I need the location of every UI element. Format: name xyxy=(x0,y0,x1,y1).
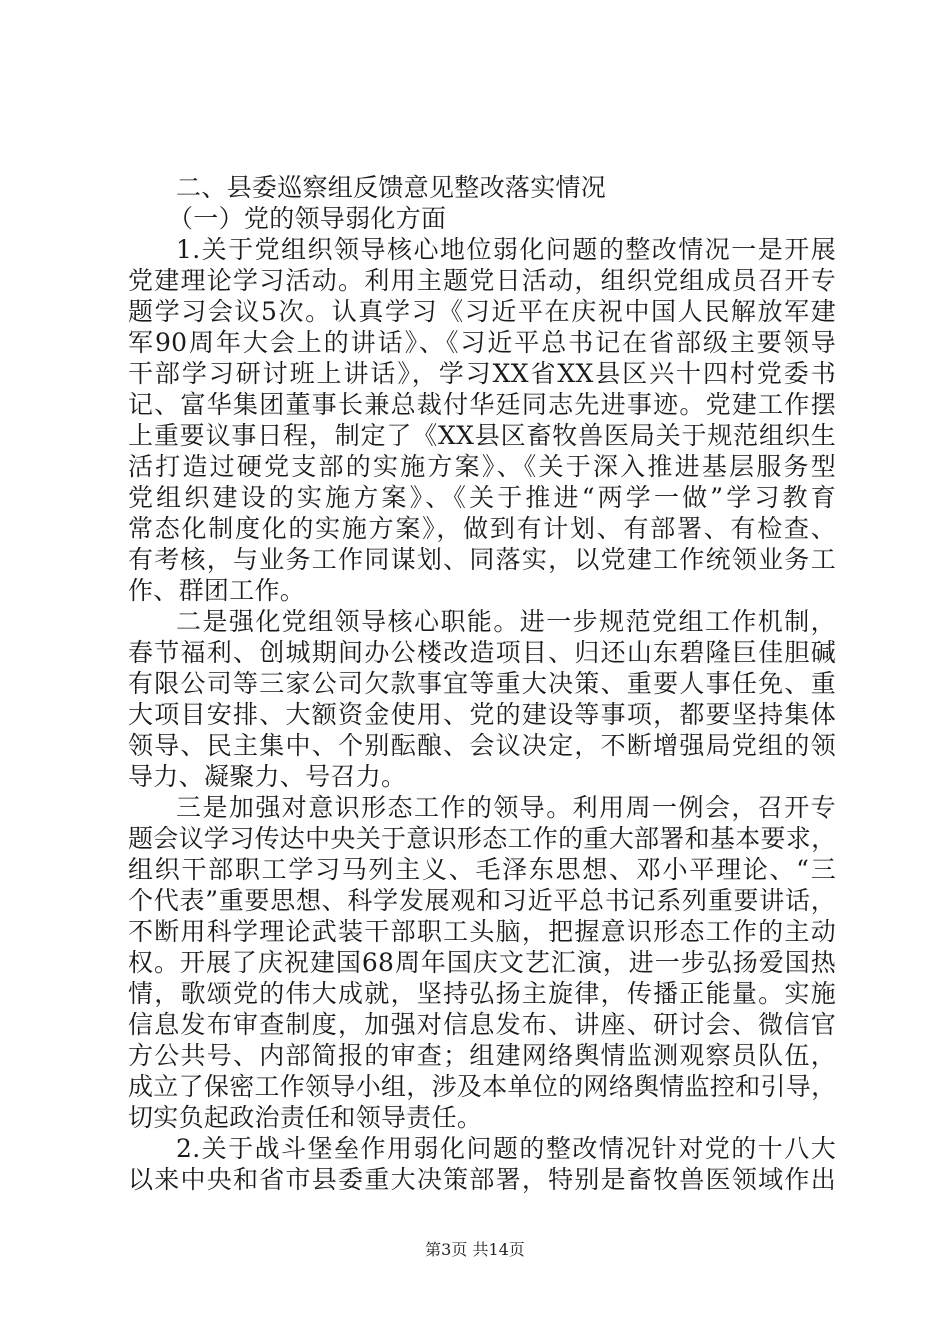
paragraph-line: 有限公司等三家公司欠款事宜等重大决策、重要人事任免、重 xyxy=(128,669,836,698)
subsection-heading: （一）党的领导弱化方面 xyxy=(168,204,447,233)
paragraph-line: 题学习会议5次。认真学习《习近平在庆祝中国人民解放军建 xyxy=(128,297,836,326)
paragraph-line: 常态化制度化的实施方案》，做到有计划、有部署、有检查、 xyxy=(128,514,836,543)
paragraph-line: 不断用科学理论武装干部职工头脑，把握意识形态工作的主动 xyxy=(128,917,836,946)
paragraph-3 xyxy=(128,792,836,1133)
paragraph-line: 导力、凝聚力、号召力。 xyxy=(128,762,407,791)
paragraph-line: 领导、民主集中、个别酝酿、会议决定，不断增强局党组的领 xyxy=(128,731,836,760)
paragraph-line: 组织干部职工学习马列主义、毛泽东思想、邓小平理论、“三 xyxy=(128,855,836,884)
paragraph-line: 记、富华集团董事长兼总裁付华廷同志先进事迹。党建工作摆 xyxy=(128,390,836,419)
page-footer: 第3页 共14页 xyxy=(425,1240,525,1259)
paragraph-line: 军90周年大会上的讲话》、《习近平总书记在省部级主要领导 xyxy=(128,328,836,357)
paragraph-line: 党组织建设的实施方案》、《关于推进“两学一做”学习教育 xyxy=(128,483,836,512)
paragraph-4 xyxy=(128,1133,836,1195)
paragraph-line: 成立了保密工作领导小组，涉及本单位的网络舆情监控和引导， xyxy=(128,1072,836,1101)
document-body xyxy=(128,172,836,1195)
paragraph-line: 作、群团工作。 xyxy=(128,576,306,605)
paragraph-line: 干部学习研讨班上讲话》，学习XX省XX县区兴十四村党委书 xyxy=(128,359,836,388)
paragraph-line: 方公共号、内部简报的审查；组建网络舆情监测观察员队伍， xyxy=(128,1041,836,1070)
paragraph-line: 活打造过硬党支部的实施方案》、《关于深入推进基层服务型 xyxy=(128,452,836,481)
paragraph-2 xyxy=(128,606,836,792)
paragraph-line: 个代表”重要思想、科学发展观和习近平总书记系列重要讲话， xyxy=(128,886,836,915)
paragraph-line: 上重要议事日程，制定了《XX县区畜牧兽医局关于规范组织生 xyxy=(128,421,836,450)
paragraph-line: 题会议学习传达中央关于意识形态工作的重大部署和基本要求， xyxy=(128,824,836,853)
paragraph-line: 信息发布审查制度，加强对信息发布、讲座、研讨会、微信官 xyxy=(128,1010,836,1039)
paragraph-line: 春节福利、创城期间办公楼改造项目、归还山东碧隆巨佳胆碱 xyxy=(128,638,836,667)
paragraph-line: 切实负起政治责任和领导责任。 xyxy=(128,1103,483,1132)
paragraph-line: 权。开展了庆祝建国68周年国庆文艺汇演，进一步弘扬爱国热 xyxy=(128,948,836,977)
paragraph-line: 以来中央和省市县委重大决策部署，特别是畜牧兽医领域作出 xyxy=(128,1165,836,1194)
paragraph-1 xyxy=(128,234,836,606)
paragraph-line: 2.关于战斗堡垒作用弱化问题的整改情况针对党的十八大 xyxy=(176,1134,836,1163)
paragraph-line: 三是加强对意识形态工作的领导。利用周一例会，召开专 xyxy=(176,793,836,822)
paragraph-line: 情，歌颂党的伟大成就，坚持弘扬主旋律，传播正能量。实施 xyxy=(128,979,836,1008)
paragraph-line: 党建理论学习活动。利用主题党日活动，组织党组成员召开专 xyxy=(128,266,836,295)
section-heading: 二、县委巡察组反馈意见整改落实情况 xyxy=(176,173,607,202)
paragraph-line: 二是强化党组领导核心职能。进一步规范党组工作机制， xyxy=(176,607,836,636)
paragraph-line: 有考核，与业务工作同谋划、同落实，以党建工作统领业务工 xyxy=(128,545,836,574)
paragraph-line: 大项目安排、大额资金使用、党的建设等事项，都要坚持集体 xyxy=(128,700,836,729)
paragraph-line: 1.关于党组织领导核心地位弱化问题的整改情况一是开展 xyxy=(176,235,836,264)
